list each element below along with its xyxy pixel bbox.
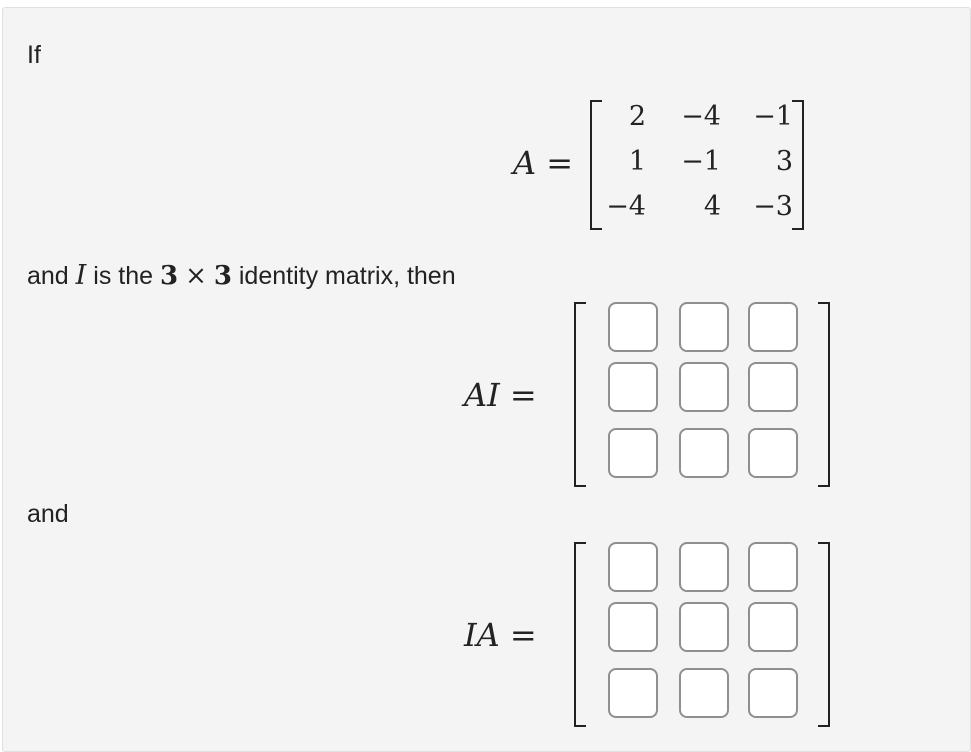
dimension-cols: 3: [213, 261, 232, 291]
matrix-a-cell: −1: [681, 146, 721, 177]
ai-entry-r1c3[interactable]: [748, 302, 798, 352]
matrix-a-cell: −4: [606, 191, 646, 222]
ai-entry-r2c1[interactable]: [608, 362, 658, 412]
ai-entry-r1c1[interactable]: [608, 302, 658, 352]
matrix-a-cell: 2: [628, 101, 646, 132]
matrix-a-cell: 4: [703, 191, 721, 222]
matrix-a-cell: −1: [753, 101, 793, 132]
ia-entry-r1c3[interactable]: [748, 542, 798, 592]
dimension-rows: 3: [160, 261, 179, 291]
matrix-a-symbol: A: [513, 144, 537, 182]
identity-matrix-text: identity matrix, then: [238, 262, 456, 290]
matrix-a-right-bracket: [792, 100, 804, 230]
matrix-a-cell: −3: [753, 191, 793, 222]
ai-entry-r3c2[interactable]: [679, 428, 729, 478]
and-word: and: [27, 262, 69, 290]
and-text: and: [27, 500, 69, 528]
ia-entry-r1c1[interactable]: [608, 542, 658, 592]
if-text: If: [27, 41, 41, 69]
matrix-a-cell: 3: [775, 146, 793, 177]
ia-entry-r3c3[interactable]: [748, 668, 798, 718]
ia-left-bracket: [574, 542, 586, 727]
matrix-a-cell: 1: [628, 146, 646, 177]
ia-entry-r3c2[interactable]: [679, 668, 729, 718]
identity-symbol: I: [75, 260, 87, 291]
equals-sign: =: [546, 144, 574, 182]
times-sign: ×: [185, 261, 207, 291]
ia-entry-r2c3[interactable]: [748, 602, 798, 652]
question-card: [2, 7, 971, 752]
matrix-a-cell: −4: [681, 101, 721, 132]
is-the-text: is the: [93, 262, 154, 290]
ai-right-bracket: [818, 302, 830, 487]
identity-sentence: [27, 260, 456, 291]
ia-label: [464, 616, 537, 654]
ai-i-symbol: I: [487, 376, 500, 414]
ia-entry-r1c2[interactable]: [679, 542, 729, 592]
ai-entry-r2c2[interactable]: [679, 362, 729, 412]
ia-i-symbol: I: [464, 616, 477, 654]
ai-a-symbol: A: [464, 376, 488, 414]
ia-right-bracket: [818, 542, 830, 727]
ia-entry-r3c1[interactable]: [608, 668, 658, 718]
ia-entry-r2c2[interactable]: [679, 602, 729, 652]
ai-entry-r2c3[interactable]: [748, 362, 798, 412]
equals-sign: =: [509, 616, 537, 654]
ai-entry-r3c1[interactable]: [608, 428, 658, 478]
ai-entry-r3c3[interactable]: [748, 428, 798, 478]
ai-label: [464, 376, 537, 414]
equals-sign: =: [509, 376, 537, 414]
matrix-a-label: [513, 144, 573, 182]
ia-entry-r2c1[interactable]: [608, 602, 658, 652]
ia-a-symbol: A: [476, 616, 500, 654]
ai-left-bracket: [574, 302, 586, 487]
ai-entry-r1c2[interactable]: [679, 302, 729, 352]
